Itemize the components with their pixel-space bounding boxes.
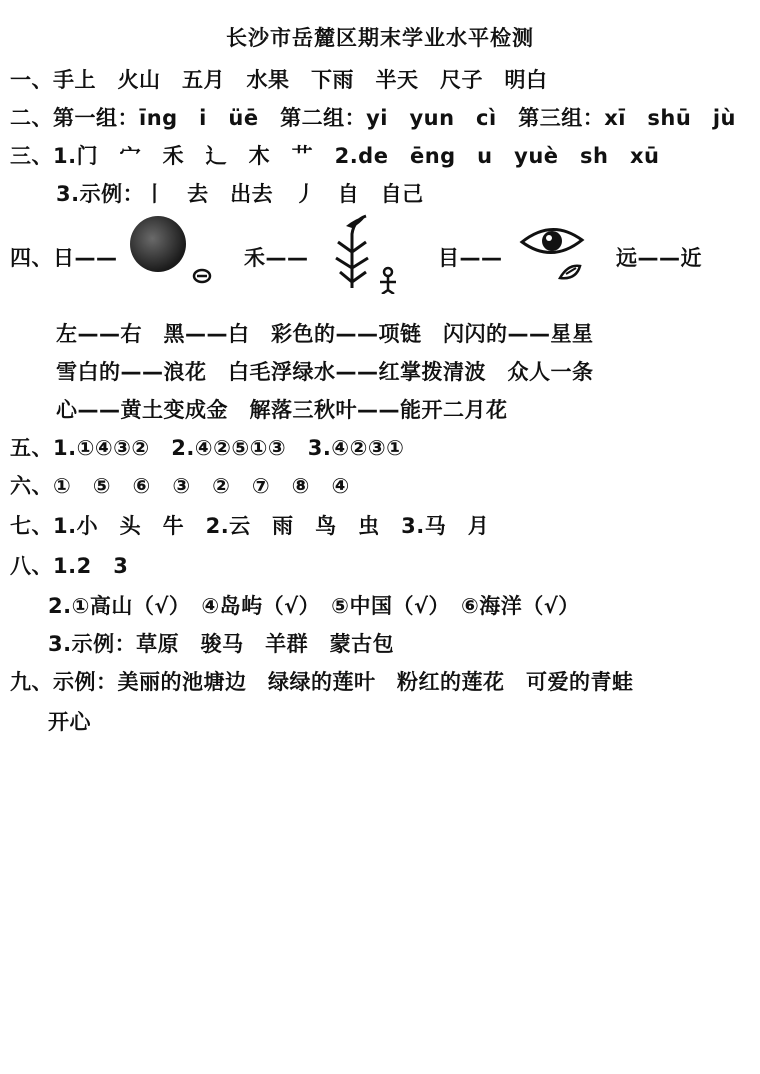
page-title: 长沙市岳麓区期末学业水平检测 xyxy=(226,26,534,50)
sun-pictograph-icon xyxy=(130,214,220,290)
answer-section-5: 五、1.①④③② 2.④②⑤①③ 3.④②③① xyxy=(10,436,405,460)
answer-section-4-line-c: 心——黄土变成金 解落三秋叶——能开二月花 xyxy=(56,398,508,422)
answer-section-8-part-3: 3.示例：草原 骏马 羊群 蒙古包 xyxy=(48,632,395,656)
answer-section-6: 六、① ⑤ ⑥ ③ ② ⑦ ⑧ ④ xyxy=(10,474,350,498)
answer-section-8-part-2: 2.①高山（√） ④岛屿（√） ⑤中国（√） ⑥海洋（√） xyxy=(48,594,580,618)
section-4-pair-grain: 禾—— xyxy=(244,246,309,270)
answer-section-4-line-a: 左——右 黑——白 彩色的——项链 闪闪的——星星 xyxy=(56,322,594,346)
section-4-pair-far-near: 远——近 xyxy=(616,246,702,270)
grain-pictograph-icon xyxy=(326,212,406,294)
answer-section-4-line-b: 雪白的——浪花 白毛浮绿水——红掌拨清波 众人一条 xyxy=(56,360,594,384)
section-4-pair-eye: 目—— xyxy=(438,246,503,270)
answer-section-2: 二、第一组：īng i üē 第二组：yi yun cì 第三组：xī shū jù xyxy=(10,106,736,130)
answer-section-3-part-3: 3.示例：丨 去 出去 丿 自 自己 xyxy=(56,182,424,206)
eye-pictograph-icon xyxy=(518,220,598,286)
answer-section-1: 一、手上 火山 五月 水果 下雨 半天 尺子 明白 xyxy=(10,68,548,92)
answer-section-9-line-a: 九、示例：美丽的池塘边 绿绿的莲叶 粉红的莲花 可爱的青蛙 xyxy=(10,670,634,694)
answer-section-3-part-1: 三、1.门 宀 禾 辶 木 艹 2.de ēng u yuè sh xū xyxy=(10,144,660,168)
answer-section-8-part-1: 八、1.2 3 xyxy=(10,554,129,578)
answer-section-7: 七、1.小 头 牛 2.云 雨 鸟 虫 3.马 月 xyxy=(10,514,490,538)
section-4-pair-sun: 四、日—— xyxy=(10,246,118,270)
answer-section-9-line-b: 开心 xyxy=(48,710,91,734)
